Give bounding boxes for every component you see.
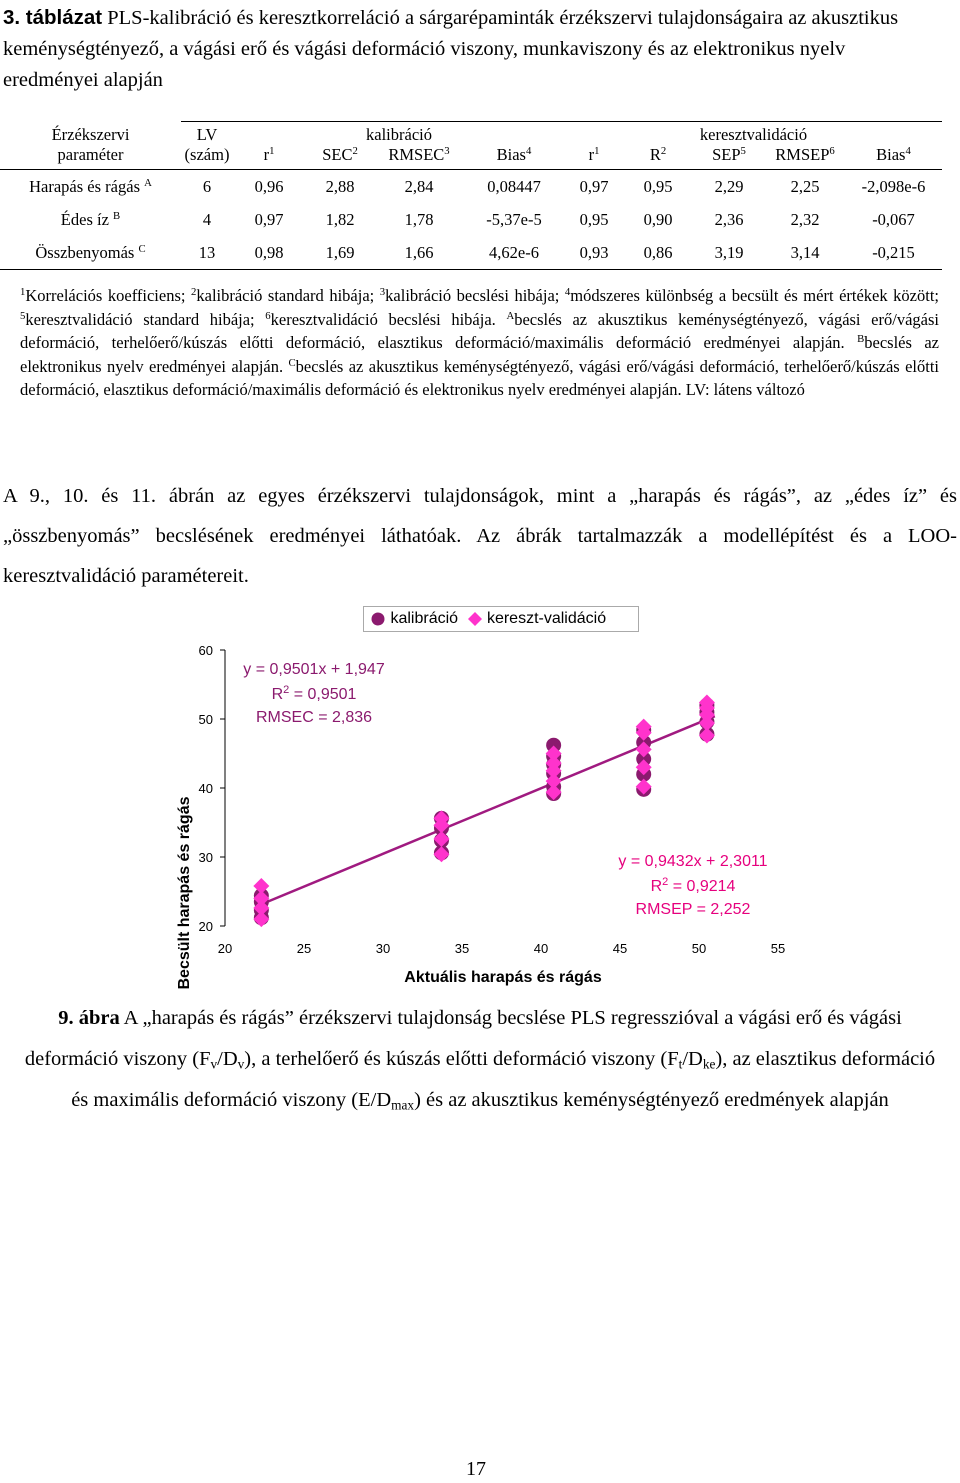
- row-param: Harapás és rágás $^A$: [29, 176, 152, 196]
- table-cell: -0,215: [845, 236, 942, 270]
- table-cell: 0,95: [643, 176, 673, 196]
- table-caption: [3, 2, 943, 96]
- table-cell: -2,098e-6: [861, 176, 926, 196]
- row-param: Édes íz $^B$: [60, 209, 121, 229]
- table-cell: 2,29: [714, 176, 744, 196]
- header-rmsec: RMSEC$^3$: [375, 145, 463, 170]
- figure-label: 9. ábra: [58, 1007, 120, 1029]
- table-cell: 4,62e-6: [463, 236, 565, 270]
- calibration-rmsec: RMSEC = 2,836: [255, 709, 373, 726]
- table-cell: 6: [202, 176, 212, 196]
- x-tick-label: 45: [612, 941, 628, 956]
- validation-equation: y = 0,9432x + 2,3011: [618, 853, 768, 870]
- footnote-text: keresztvalidáció becslési hibája.: [270, 309, 507, 329]
- y-tick-label: 40: [198, 781, 213, 796]
- header-lv-2: (szám): [181, 145, 233, 170]
- table-cell: 2,25: [790, 176, 820, 196]
- x-tick-label: 40: [533, 941, 549, 956]
- table-cell: 1,66: [375, 236, 463, 270]
- table-cell: 0,97: [254, 209, 284, 229]
- scatter-chart: [0, 630, 960, 990]
- calibration-r2: $R^2 = 0,9501$: [271, 684, 357, 703]
- header-sep: SEP$^5$: [693, 145, 765, 170]
- table-cell: -0,067: [872, 209, 915, 229]
- validation-r2: $R^2 = 0,9214$: [650, 876, 736, 895]
- header-param-2: paraméter: [0, 145, 181, 170]
- header-crossval-group: keresztvalidáció: [699, 125, 808, 144]
- y-axis-label: Becsült harapás és rágás: [176, 796, 193, 990]
- y-tick-label: 20: [198, 919, 213, 934]
- figure-caption: 9. ábra A „harapás és rágás” érzékszervi tulajdonság becslése PLS regresszióval a vágási erő és vágási deformáció viszony $(F_v/D_v)$, a terhelőerő és kúszás előtti deformáció viszony $(F_t/D_{ke})$, az elasztikus deformáció és maximális deformáció viszony $(E/D_{max})$ és az akusztikus keménységtényező eredmények alapján: [24, 1007, 936, 1113]
- x-tick-label: 35: [454, 941, 470, 956]
- chart-marks: [253, 694, 715, 927]
- table-cell: 13: [181, 236, 233, 270]
- footnote-text: Korrelációs koefficiens;: [25, 286, 192, 305]
- table-cell: 0,93: [565, 236, 623, 270]
- table-cell: 1,78: [404, 209, 434, 229]
- header-calibration-group: kalibráció: [366, 125, 432, 144]
- table-cell: 2,36: [714, 209, 744, 229]
- table-cell: 3,14: [765, 236, 845, 270]
- footnote-marker: 6: [265, 309, 271, 322]
- footnote-marker: A: [506, 309, 515, 322]
- table-number: 3. táblázat: [3, 6, 103, 29]
- x-tick-label: 25: [296, 941, 312, 956]
- table-row: [0, 236, 942, 270]
- x-tick-label: 50: [691, 941, 707, 956]
- page-number: 17: [466, 1458, 486, 1480]
- diamond-marker-icon: [467, 611, 483, 627]
- results-table: [0, 121, 942, 270]
- calibration-equation: y = 0,9501x + 1,947: [243, 661, 385, 678]
- table-caption-text: PLS-kalibráció és keresztkorreláció a sárgarépaminták érzékszervi tulajdonságaira az akusztikus keménységtényező, a vágási erő és vágási deformáció viszony, munkaviszony és az elektronikus nyelv eredményei alapján: [3, 7, 899, 91]
- header-row-2: [0, 145, 942, 170]
- table-cell: 0,86: [623, 236, 693, 270]
- table-cell: 2,84: [404, 176, 434, 196]
- footnote-text: módszeres különbség a becsült és mért értékek között;: [570, 286, 939, 305]
- header-bias: Bias$^4$: [463, 145, 565, 170]
- table-footnotes: [20, 284, 939, 402]
- table-cell: 0,08447: [487, 176, 541, 196]
- footnote-text: becslés az akusztikus keménységtényező, vágási erő/vágási deformáció, terhelőerő/kúszás előtti deformáció, elasztikus deformáció/maximális deformáció és elektronikus nyelv eredményei alapján. LV: látens változó: [20, 356, 939, 399]
- table-cell: 0,90: [643, 209, 673, 229]
- circle-marker-icon: [370, 611, 386, 627]
- y-tick-label: 50: [198, 712, 213, 727]
- y-tick-label: 60: [198, 643, 213, 658]
- row-param: Összbenyomás $^C$: [0, 236, 181, 270]
- table-cell: 0,95: [579, 209, 609, 229]
- footnote-marker: B: [857, 333, 865, 346]
- table-cell: -5,37e-5: [486, 209, 542, 229]
- footnote-marker: 1: [20, 286, 26, 299]
- legend-crossval: kereszt-validáció: [486, 610, 607, 627]
- header-row-1: [0, 121, 942, 145]
- table-row: [0, 203, 942, 236]
- chart-legend: [363, 606, 639, 632]
- x-axis-label: Aktuális harapás és rágás: [404, 969, 602, 986]
- footnote-marker: 2: [191, 286, 197, 299]
- x-tick-label: 55: [770, 941, 786, 956]
- header-param-1: Érzékszervi: [51, 125, 130, 144]
- header-sec: SEC$^2$: [305, 145, 375, 170]
- header-r: $r^1$: [233, 145, 305, 170]
- table-row: [0, 170, 942, 204]
- footnote-marker: 5: [20, 309, 26, 322]
- x-tick-label: 30: [375, 941, 391, 956]
- table-cell: 2,88: [325, 176, 355, 196]
- footnote-text: kalibráció standard hibája;: [196, 286, 380, 305]
- footnote-marker: C: [288, 356, 296, 369]
- table-cell: 2,32: [790, 209, 820, 229]
- table-cell: 0,96: [254, 176, 284, 196]
- footnote-text: becslés az elektronikus nyelv eredményei alapján.: [20, 333, 939, 376]
- body-paragraph: A 9., 10. és 11. ábrán az egyes érzékszervi tulajdonságok, mint a „harapás és rágás”, az „édes íz” és „összbenyomás” becslésének eredményei láthatóak. Az ábrák tartalmazzák a modellépítést és a LOO-keresztvalidáció paramétereit.: [3, 485, 957, 587]
- footnote-text: becslés az akusztikus keménységtényező, vágási erő/vágási deformáció, terhelőerő/kúszás előtti deformáció, elasztikus deformáció/maximális deformáció eredményei alapján.: [20, 309, 939, 352]
- table-cell: 1,82: [325, 209, 355, 229]
- legend-calibration: kalibráció: [390, 610, 459, 627]
- table-cell: 0,98: [233, 236, 305, 270]
- footnote-marker: 3: [379, 286, 386, 299]
- header-R2: $R^2$: [623, 145, 693, 170]
- footnote-text: kalibráció becslési hibája;: [385, 286, 565, 305]
- footnote-marker: 4: [564, 286, 571, 299]
- validation-rmsep: RMSEP = 2,252: [635, 901, 751, 918]
- table-cell: 4: [202, 209, 212, 229]
- x-tick-label: 20: [217, 941, 233, 956]
- header-bias-cv: Bias$^4$: [845, 145, 942, 170]
- footnote-text: keresztvalidáció standard hibája;: [25, 309, 266, 329]
- table-cell: 3,19: [693, 236, 765, 270]
- header-lv-1: LV: [196, 125, 218, 144]
- header-r-cv: $r^1$: [565, 145, 623, 170]
- y-tick-label: 30: [198, 850, 213, 865]
- table-cell: 1,69: [305, 236, 375, 270]
- table-cell: 0,97: [579, 176, 609, 196]
- header-rmsep: RMSEP$^6$: [765, 145, 845, 170]
